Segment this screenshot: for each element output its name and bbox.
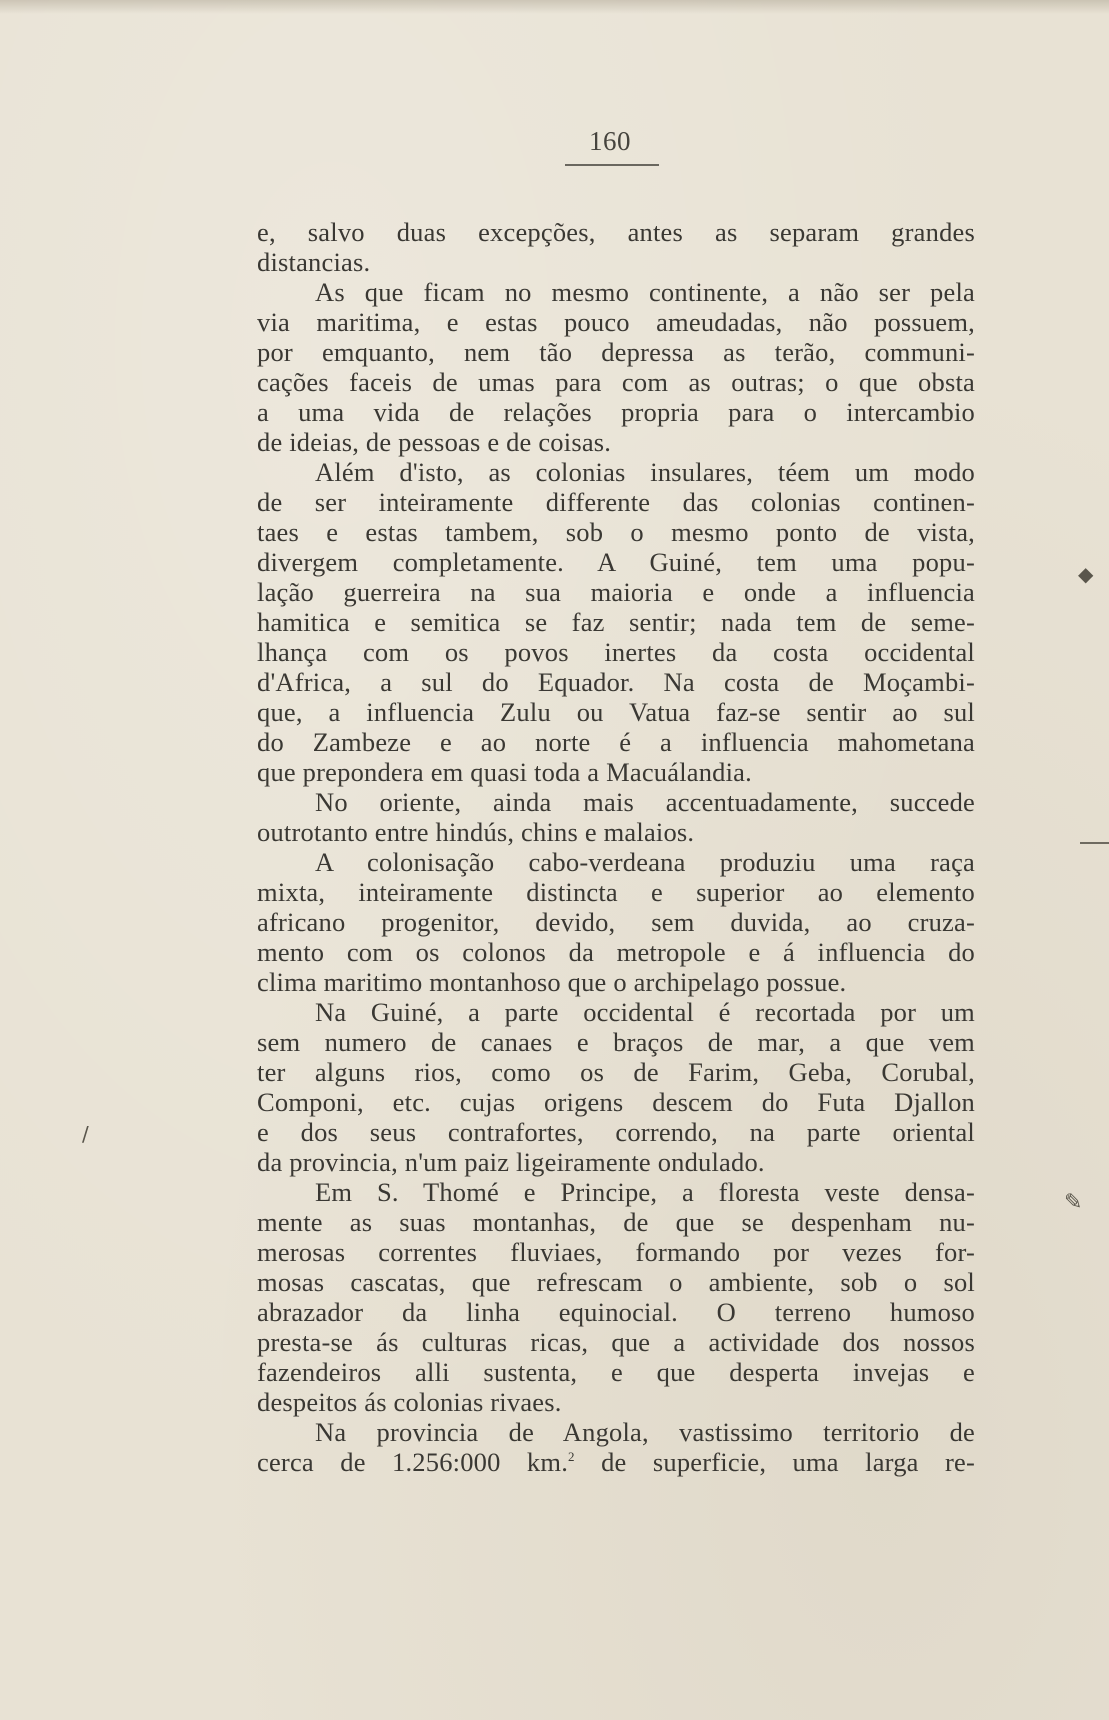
text-line: e dos seus contrafortes, correndo, na parte oriental bbox=[257, 1117, 975, 1147]
text-segment: cerca de 1.256:000 km. bbox=[257, 1447, 569, 1477]
text-line: cações faceis de umas para com as outras; o que obsta bbox=[257, 367, 975, 397]
text-line: clima maritimo montanhoso que o archipelago possue. bbox=[257, 967, 847, 997]
text-line: mento com os colonos da metropole e á influencia do bbox=[257, 937, 975, 967]
text-line: de ideias, de pessoas e de coisas. bbox=[257, 427, 612, 457]
text-line: que, a influencia Zulu ou Vatua faz-se sentir ao sul bbox=[257, 697, 975, 727]
page-top-shadow bbox=[0, 0, 1109, 14]
text-segment: de superficie, uma larga re- bbox=[574, 1447, 975, 1477]
text-line: No oriente, ainda mais accentuadamente, succede bbox=[315, 787, 975, 817]
text-line: a uma vida de relações propria para o intercambio bbox=[257, 397, 975, 427]
text-line: A colonisação cabo-verdeana produziu uma raça bbox=[315, 847, 975, 877]
text-line: que prepondera em quasi toda a Macuálandia. bbox=[257, 757, 752, 787]
margin-mark-dash bbox=[1080, 842, 1109, 844]
text-line: lhança com os povos inertes da costa occidental bbox=[257, 637, 975, 667]
text-line: via maritima, e estas pouco ameudadas, não possuem, bbox=[257, 307, 975, 337]
page-number: 160 bbox=[589, 126, 631, 156]
text-line: mente as suas montanhas, de que se despenham nu- bbox=[257, 1207, 975, 1237]
text-line: africano progenitor, devido, sem duvida, ao cruza- bbox=[257, 907, 975, 937]
text-line: abrazador da linha equinocial. O terreno humoso bbox=[257, 1297, 975, 1327]
text-line: Na Guiné, a parte occidental é recortada por um bbox=[315, 997, 975, 1027]
text-line: sem numero de canaes e braços de mar, a que vem bbox=[257, 1027, 975, 1057]
text-line: As que ficam no mesmo continente, a não ser pela bbox=[315, 277, 975, 307]
text-line: ter alguns rios, como os de Farim, Geba, Corubal, bbox=[257, 1057, 975, 1087]
text-line: merosas correntes fluviaes, formando por vezes for- bbox=[257, 1237, 975, 1267]
text-line: divergem completamente. A Guiné, tem uma popu- bbox=[257, 547, 975, 577]
page-number-rule bbox=[565, 164, 659, 166]
text-line: fazendeiros alli sustenta, e que desperta invejas e bbox=[257, 1357, 975, 1387]
text-line: taes e estas tambem, sob o mesmo ponto de vista, bbox=[257, 517, 975, 547]
text-line: hamitica e semitica se faz sentir; nada tem de seme- bbox=[257, 607, 975, 637]
text-line: Na provincia de Angola, vastissimo territorio de bbox=[315, 1417, 975, 1447]
text-line: presta-se ás culturas ricas, que a actividade dos nossos bbox=[257, 1327, 975, 1357]
text-line: outrotanto entre hindús, chins e malaios. bbox=[257, 817, 695, 847]
text-line: mosas cascatas, que refrescam o ambiente, sob o sol bbox=[257, 1267, 975, 1297]
text-line: mixta, inteiramente distincta e superior ao elemento bbox=[257, 877, 975, 907]
text-line: Em S. Thomé e Principe, a floresta veste densa- bbox=[315, 1177, 975, 1207]
text-line: da provincia, n'um paiz ligeiramente ondulado. bbox=[257, 1147, 765, 1177]
text-line: despeitos ás colonias rivaes. bbox=[257, 1387, 562, 1417]
text-line: d'Africa, a sul do Equador. Na costa de Moçambi- bbox=[257, 667, 975, 697]
text-line: Componi, etc. cujas origens descem do Futa Djallon bbox=[257, 1087, 975, 1117]
text-line: e, salvo duas excepções, antes as separam grandes bbox=[257, 217, 975, 247]
text-line: Além d'isto, as colonias insulares, téem um modo bbox=[315, 457, 975, 487]
body-text bbox=[257, 217, 975, 1477]
margin-mark-diamond-icon: ◆ bbox=[1078, 562, 1094, 586]
margin-mark-stroke: / bbox=[82, 1122, 89, 1146]
text-line-final bbox=[257, 1447, 975, 1477]
margin-mark-pencil-icon: ✎ bbox=[1064, 1190, 1083, 1215]
text-line: distancias. bbox=[257, 247, 371, 277]
text-line: lação guerreira na sua maioria e onde a influencia bbox=[257, 577, 975, 607]
text-line: de ser inteiramente differente das colonias continen- bbox=[257, 487, 975, 517]
footnote-marker: 2 bbox=[568, 1449, 575, 1464]
text-line: do Zambeze e ao norte é a influencia mahometana bbox=[257, 727, 975, 757]
text-line: por emquanto, nem tão depressa as terão, communi- bbox=[257, 337, 975, 367]
